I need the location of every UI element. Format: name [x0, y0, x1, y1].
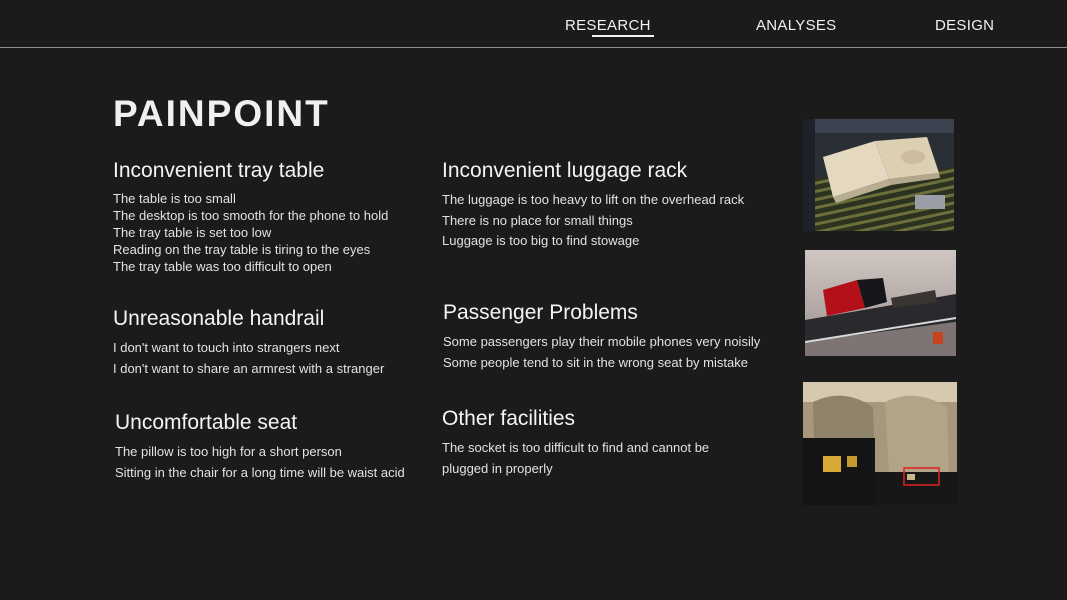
nav-active-indicator: [592, 35, 654, 37]
section-title: Inconvenient luggage rack: [442, 159, 688, 182]
list-item: The tray table is set too low: [113, 225, 272, 240]
section-facilities: [442, 407, 709, 479]
section-title: Passenger Problems: [443, 301, 638, 324]
section-handrail: [113, 307, 384, 379]
list-item: The socket is too difficult to find and cannot be: [442, 440, 710, 455]
section-title: Other facilities: [442, 407, 576, 430]
section-passenger: [443, 301, 760, 373]
section-title: Uncomfortable seat: [115, 411, 298, 434]
list-item: Some passengers play their mobile phones very noisily: [443, 334, 761, 349]
list-item: Sitting in the chair for a long time will be waist acid: [115, 464, 405, 480]
tray-table-photo: [803, 119, 954, 231]
list-item: The luggage is too heavy to lift on the overhead rack: [442, 192, 745, 207]
list-item: There is no place for small things: [442, 212, 633, 228]
list-item: The desktop is too smooth for the phone to hold: [113, 208, 389, 223]
list-item: The pillow is too high for a short person: [115, 444, 342, 459]
list-item: plugged in properly: [442, 460, 553, 476]
seat-socket-photo: [803, 382, 957, 505]
page-title: PAINPOINT: [113, 93, 330, 134]
luggage-rack-photo: [805, 250, 956, 356]
list-item: The tray table was too difficult to open: [113, 259, 332, 274]
list-item: The table is too small: [113, 191, 236, 206]
list-item: I don't want to share an armrest with a stranger: [113, 360, 385, 376]
top-nav: [0, 0, 1067, 48]
list-item: Reading on the tray table is tiring to the eyes: [113, 242, 371, 257]
list-item: Luggage is too big to find stowage: [442, 233, 640, 248]
header-divider: [0, 47, 1067, 48]
nav-analyses[interactable]: ANALYSES: [756, 17, 837, 34]
section-luggage: [442, 159, 744, 252]
list-item: Some people tend to sit in the wrong seat by mistake: [443, 354, 748, 370]
section-title: Unreasonable handrail: [113, 307, 325, 330]
section-tray-table: [113, 159, 388, 275]
section-title: Inconvenient tray table: [113, 159, 325, 182]
list-item: I don't want to touch into strangers next: [113, 340, 340, 355]
nav-design[interactable]: DESIGN: [935, 17, 995, 34]
section-seat: [115, 411, 405, 483]
nav-research[interactable]: RESEARCH: [565, 17, 651, 34]
